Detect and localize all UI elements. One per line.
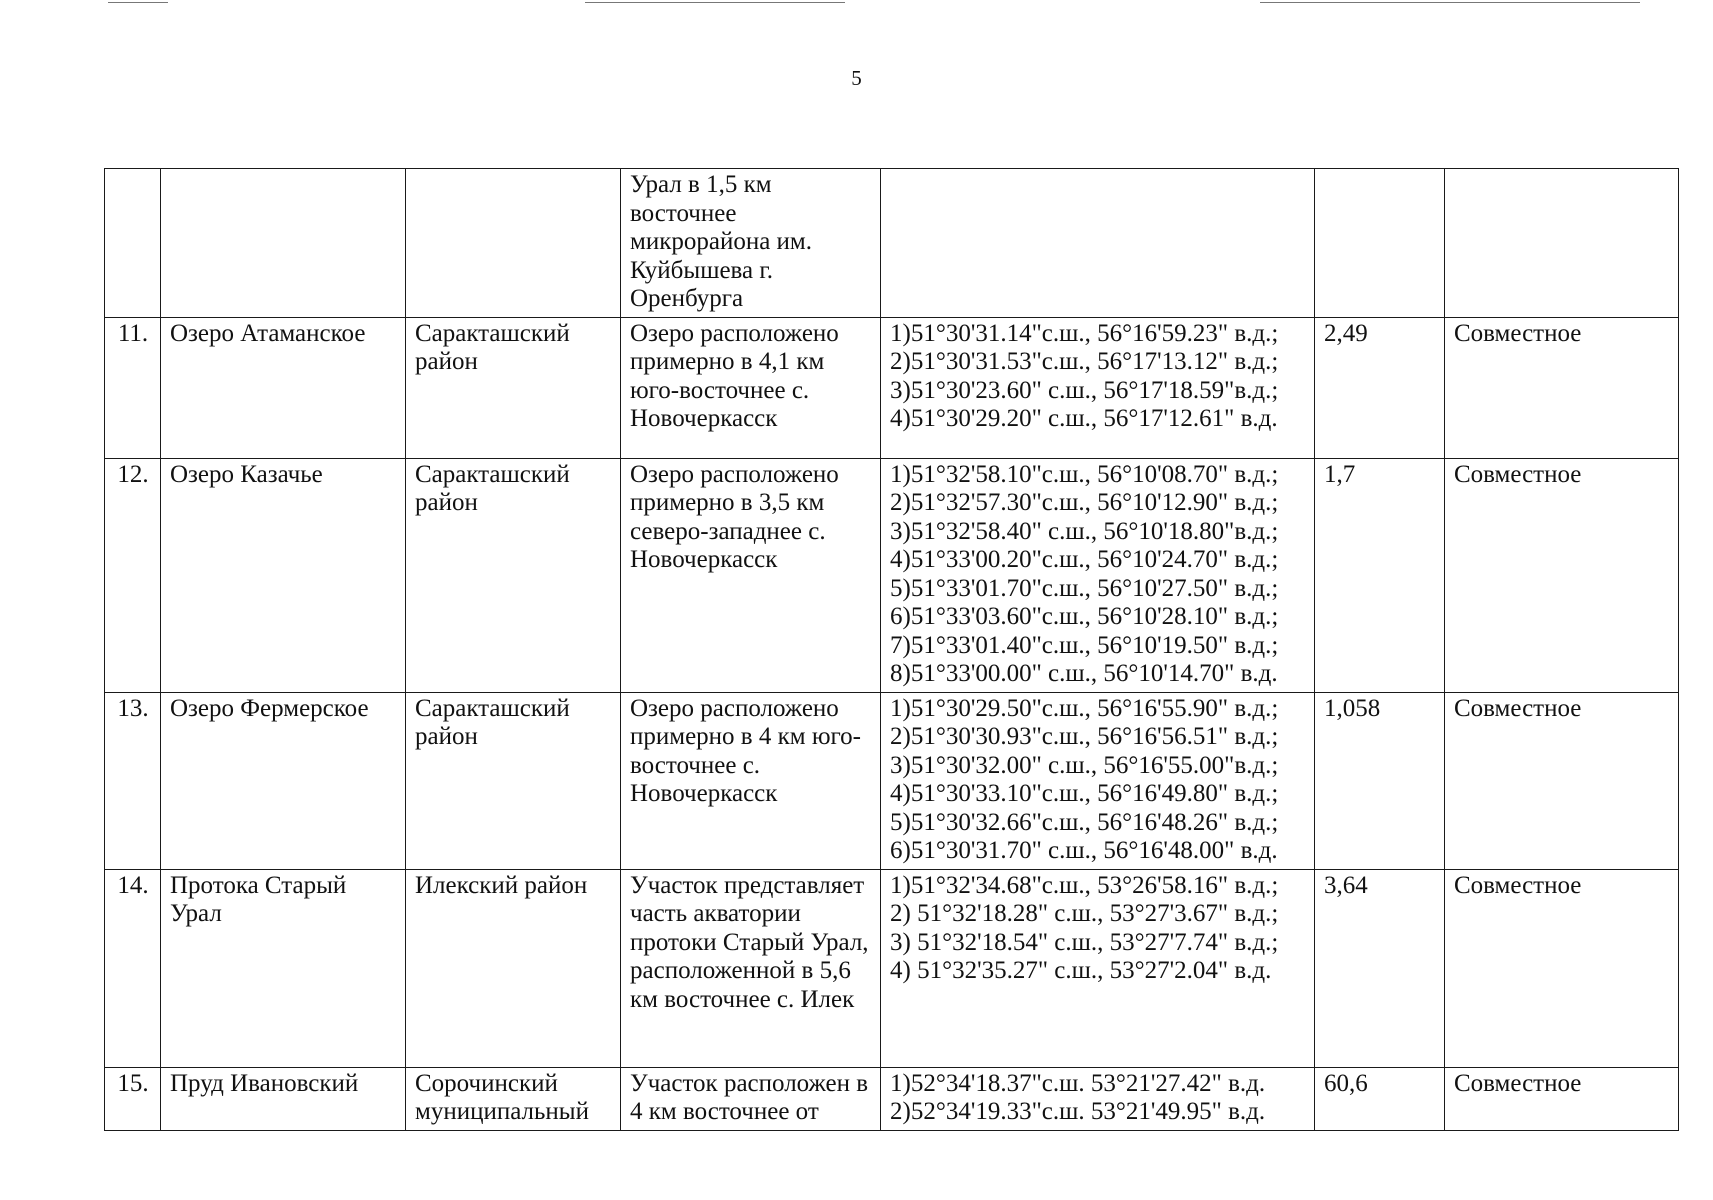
cell-district: Саракташский район [406,692,621,869]
cell-name [161,169,406,318]
cell-num: 15. [105,1067,161,1130]
coordinate-line: 4)51°30'29.20" с.ш., 56°17'12.61" в.д. [890,405,1278,432]
coordinate-line: 7)51°33'01.40"с.ш., 56°10'19.50" в.д.; [890,631,1279,659]
cell-use-type: Совместное [1445,869,1679,1067]
cell-name: Озеро Атаманское [161,317,406,458]
cell-district: Саракташский район [406,317,621,458]
cell-name: Протока Старый Урал [161,869,406,1067]
cell-area [1315,169,1445,318]
cell-district: Сорочинский муниципальный [406,1067,621,1130]
cell-description: Озеро расположено примерно в 3,5 км северо-западнее с. Новочеркасск [621,458,881,692]
cell-coordinates [881,1067,1315,1130]
cell-district [406,169,621,318]
cell-coordinates [881,692,1315,869]
coordinate-line: 2)51°30'31.53"с.ш., 56°17'13.12" в.д.; [890,348,1279,375]
cell-description: Урал в 1,5 км восточнее микрорайона им. Куйбышева г. Оренбурга [621,169,881,318]
coordinate-line: 6)51°30'31.70" с.ш., 56°16'48.00" в.д. [890,837,1278,864]
coordinate-line: 1)51°30'29.50"с.ш., 56°16'55.90" в.д.; [890,694,1279,722]
coordinate-line: 3) 51°32'18.54" с.ш., 53°27'7.74" в.д.; [890,928,1279,956]
cell-district: Илекский район [406,869,621,1067]
coordinate-line: 2)51°32'57.30"с.ш., 56°10'12.90" в.д.; [890,489,1279,516]
table-row [105,458,1679,692]
page-number: 5 [851,66,862,90]
cell-area: 60,6 [1315,1067,1445,1130]
coordinate-line: 2)52°34'19.33"с.ш. 53°21'49.95" в.д. [890,1098,1266,1125]
scan-artifact [585,2,845,3]
cell-name: Озеро Фермерское [161,692,406,869]
cell-use-type: Совместное [1445,317,1679,458]
coordinate-line: 2) 51°32'18.28" с.ш., 53°27'3.67" в.д.; [890,900,1279,927]
cell-num: 13. [105,692,161,869]
cell-coordinates [881,869,1315,1067]
cell-description: Участок расположен в 4 км восточнее от [621,1067,881,1130]
coordinate-line: 8)51°33'00.00" с.ш., 56°10'14.70" в.д. [890,660,1278,687]
coordinate-line: 3)51°30'23.60" с.ш., 56°17'18.59"в.д.; [890,376,1279,404]
cell-use-type: Совместное [1445,1067,1679,1130]
coordinate-line: 4)51°30'33.10"с.ш., 56°16'49.80" в.д.; [890,780,1279,807]
coordinate-line: 4)51°33'00.20"с.ш., 56°10'24.70" в.д.; [890,546,1279,573]
cell-name: Пруд Ивановский [161,1067,406,1130]
coordinate-line: 1)51°30'31.14"с.ш., 56°16'59.23" в.д.; [890,319,1279,347]
table-row [105,317,1679,458]
cell-district: Саракташский район [406,458,621,692]
coordinate-line: 5)51°30'32.66"с.ш., 56°16'48.26" в.д.; [890,808,1279,836]
cell-num: 11. [105,317,161,458]
cell-description: Озеро расположено примерно в 4 км юго-восточнее с. Новочеркасск [621,692,881,869]
cell-name: Озеро Казачье [161,458,406,692]
coordinate-line: 1)52°34'18.37"с.ш. 53°21'27.42" в.д. [890,1069,1266,1097]
table-row [105,1067,1679,1130]
cell-num: 12. [105,458,161,692]
cell-num [105,169,161,318]
coordinate-line: 1)51°32'34.68"с.ш., 53°26'58.16" в.д.; [890,871,1279,899]
coordinate-line: 5)51°33'01.70"с.ш., 56°10'27.50" в.д.; [890,574,1279,602]
coordinate-line: 1)51°32'58.10"с.ш., 56°10'08.70" в.д.; [890,460,1279,488]
table-row-continuation [105,169,1679,318]
cell-area: 2,49 [1315,317,1445,458]
cell-coordinates [881,458,1315,692]
cell-area: 1,058 [1315,692,1445,869]
coordinate-line: 4) 51°32'35.27" с.ш., 53°27'2.04" в.д. [890,957,1272,984]
cell-use-type: Совместное [1445,458,1679,692]
cell-area: 3,64 [1315,869,1445,1067]
table-row [105,692,1679,869]
coordinate-line: 3)51°30'32.00" с.ш., 56°16'55.00"в.д.; [890,751,1279,779]
scan-artifact [108,2,168,3]
cell-use-type: Совместное [1445,692,1679,869]
cell-area: 1,7 [1315,458,1445,692]
water-bodies-table [104,168,1679,1131]
cell-coordinates [881,169,1315,318]
cell-use-type [1445,169,1679,318]
table-row [105,869,1679,1067]
cell-description: Участок представляет часть акватории протоки Старый Урал, расположенной в 5,6 км восточнее с. Илек [621,869,881,1067]
coordinate-line: 2)51°30'30.93"с.ш., 56°16'56.51" в.д.; [890,723,1279,750]
coordinate-line: 3)51°32'58.40" с.ш., 56°10'18.80"в.д.; [890,517,1279,545]
cell-num: 14. [105,869,161,1067]
scan-artifact [1260,2,1640,3]
cell-description: Озеро расположено примерно в 4,1 км юго-восточнее с. Новочеркасск [621,317,881,458]
cell-coordinates [881,317,1315,458]
coordinate-line: 6)51°33'03.60"с.ш., 56°10'28.10" в.д.; [890,603,1279,630]
